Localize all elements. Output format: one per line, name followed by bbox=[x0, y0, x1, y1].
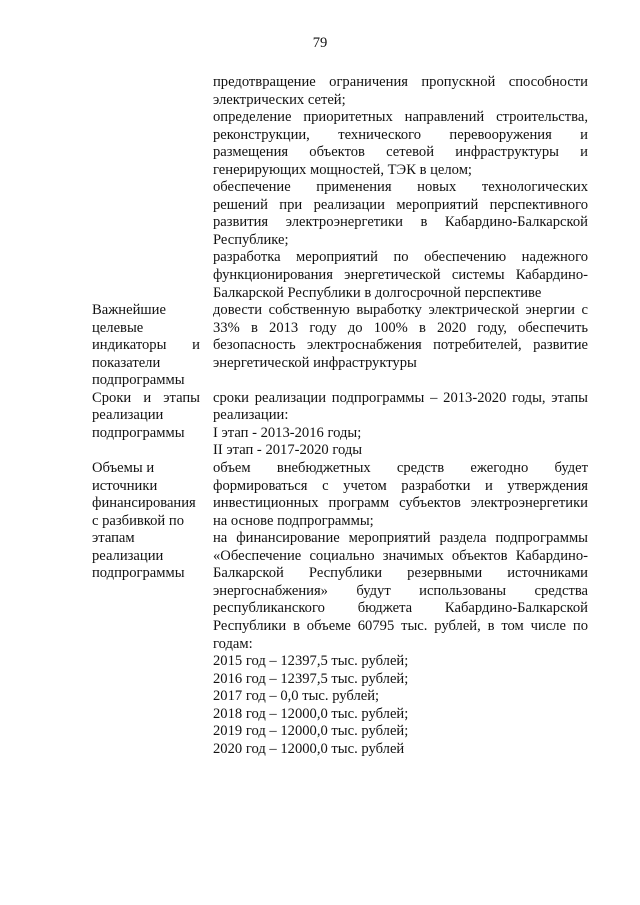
funding-year-line: 2020 год – 12000,0 тыс. рублей bbox=[213, 740, 405, 757]
section-label bbox=[92, 302, 200, 390]
label-line: Сроки и этапы bbox=[92, 389, 200, 406]
text-line: обеспечение применения новых технологических bbox=[213, 179, 588, 196]
label-line: подпрограммы bbox=[92, 372, 185, 389]
text-line: реализации: bbox=[213, 407, 289, 424]
text-line: довести собственную выработку электрической энергии с bbox=[213, 302, 588, 319]
label-line: этапам bbox=[92, 530, 135, 547]
text-line: годам: bbox=[213, 635, 253, 652]
section-text bbox=[213, 460, 588, 758]
page-number: 79 bbox=[312, 35, 328, 51]
text-line: функционирования энергетической системы Кабардино- bbox=[213, 267, 588, 284]
text-line: объем внебюджетных средств ежегодно будет bbox=[213, 460, 588, 477]
text-line: сроки реализации подпрограммы – 2013-2020 годы, этапы bbox=[213, 389, 588, 406]
section-text bbox=[213, 302, 588, 372]
text-line: решений при реализации мероприятий перспективного bbox=[213, 196, 588, 213]
text-line: развития электроэнергетики в Кабардино-Балкарской bbox=[213, 214, 588, 231]
text-line: реконструкции, технического перевооружения и bbox=[213, 126, 588, 143]
text-line: электрических сетей; bbox=[213, 91, 346, 108]
label-line: Важнейшие bbox=[92, 302, 166, 319]
label-line: подпрограммы bbox=[92, 424, 185, 441]
label-line: индикаторы и bbox=[92, 337, 200, 354]
section-label bbox=[92, 460, 200, 583]
label-line: с разбивкой по bbox=[92, 512, 185, 529]
text-line: размещения объектов сетевой инфраструктуры и bbox=[213, 144, 588, 161]
section-row-financing bbox=[92, 460, 588, 758]
text-line: предотвращение ограничения пропускной способности bbox=[213, 74, 588, 90]
label-line: финансирования bbox=[92, 495, 196, 512]
text-line: инвестиционных программ субъектов электроэнергетики bbox=[213, 495, 588, 512]
passport-table bbox=[92, 74, 588, 758]
section-row-indicators bbox=[92, 302, 588, 390]
text-line: Балкарской Республики в долгосрочной перспективе bbox=[213, 284, 542, 301]
label-line: Объемы и bbox=[92, 460, 155, 477]
text-line: Республики в объеме 60795 тыс. рублей, в том числе по bbox=[213, 617, 588, 634]
text-line: безопасность электроснабжения потребителей, развитие bbox=[213, 337, 588, 354]
label-line: показатели bbox=[92, 354, 161, 371]
funding-year-line: 2016 год – 12397,5 тыс. рублей; bbox=[213, 670, 409, 687]
text-line: II этап - 2017-2020 годы bbox=[213, 442, 363, 459]
section-label bbox=[92, 390, 200, 443]
label-line: реализации bbox=[92, 407, 164, 424]
text-line: на финансирование мероприятий раздела подпрограммы bbox=[213, 530, 588, 547]
text-line: республиканского бюджета Кабардино-Балкарской bbox=[213, 600, 588, 617]
text-line: I этап - 2013-2016 годы; bbox=[213, 424, 362, 441]
funding-year-line: 2017 год – 0,0 тыс. рублей; bbox=[213, 688, 380, 705]
funding-year-line: 2019 год – 12000,0 тыс. рублей; bbox=[213, 723, 409, 740]
label-line: подпрограммы bbox=[92, 565, 185, 582]
funding-year-line: 2018 год – 12000,0 тыс. рублей; bbox=[213, 705, 409, 722]
text-line: Балкарской Республики резервными источниками bbox=[213, 565, 588, 582]
label-line: реализации bbox=[92, 547, 164, 564]
text-line: энергоснабжения» будут использованы средства bbox=[213, 582, 588, 599]
text-line: формироваться с учетом разработки и утверждения bbox=[213, 477, 588, 494]
text-line: разработка мероприятий по обеспечению надежного bbox=[213, 249, 588, 266]
text-line: 33% в 2013 году до 100% в 2020 году, обеспечить bbox=[213, 319, 588, 336]
section-row-terms bbox=[92, 390, 588, 460]
text-line: генерирующих мощностей, ТЭК в целом; bbox=[213, 161, 472, 178]
funding-year-line: 2015 год – 12397,5 тыс. рублей; bbox=[213, 653, 409, 670]
text-line: на основе подпрограммы; bbox=[213, 512, 374, 529]
text-line: «Обеспечение социально значимых объектов Кабардино- bbox=[213, 547, 588, 564]
section-text bbox=[213, 74, 588, 302]
label-line: целевые bbox=[92, 319, 144, 336]
text-line: энергетической инфраструктуры bbox=[213, 354, 417, 371]
section-text bbox=[213, 390, 588, 460]
text-line: Республике; bbox=[213, 231, 289, 248]
section-row-tasks-continued bbox=[92, 74, 588, 302]
label-line: источники bbox=[92, 477, 158, 494]
text-line: определение приоритетных направлений строительства, bbox=[213, 109, 588, 126]
